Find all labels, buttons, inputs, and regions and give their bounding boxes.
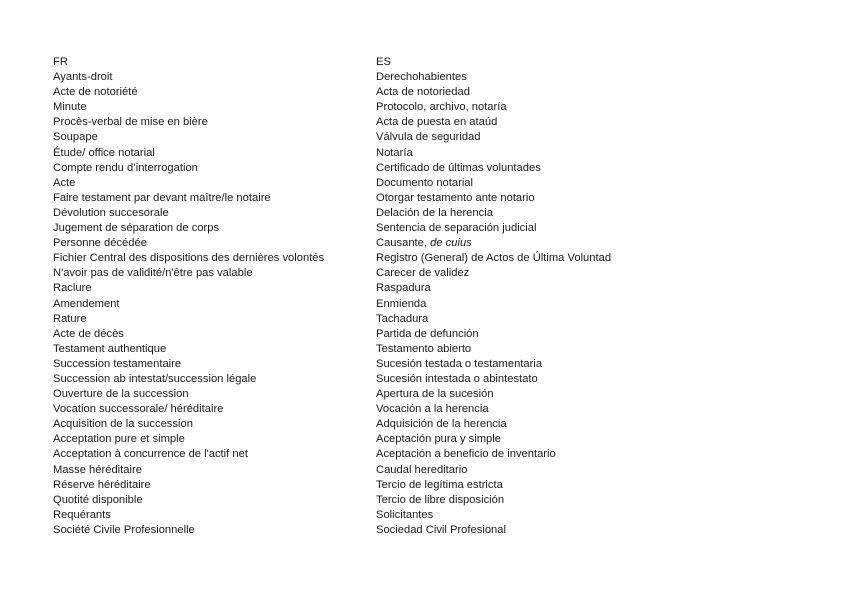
- spanish-term: Carecer de validez: [376, 267, 470, 280]
- spanish-term: Testamento abierto: [376, 342, 472, 355]
- french-term: Succession ab intestat/succession légale: [53, 372, 257, 385]
- spanish-term: Tachadura: [376, 312, 429, 325]
- spanish-term: Delación de la herencia: [376, 206, 493, 219]
- french-term: Acceptation à concurrence de l'actif net: [53, 448, 248, 461]
- french-term: Ayants-droit: [53, 71, 113, 84]
- french-term: Fichier Central des dispositions des dernières volontés: [53, 252, 325, 265]
- spanish-term: Protocolo, archivo, notaría: [376, 101, 507, 114]
- french-term: Compte rendu d’interrogation: [53, 161, 198, 174]
- spanish-term: Adquisición de la herencia: [376, 418, 507, 431]
- french-term: Ouverture de la succession: [53, 388, 189, 401]
- spanish-term: Aceptación a beneficio de inventario: [376, 448, 556, 461]
- french-term: Faire testament par devant maître/le notaire: [53, 191, 271, 204]
- french-term: Acceptation pure et simple: [53, 433, 185, 446]
- spanish-column: [376, 55, 611, 538]
- spanish-term-italic: de cuius: [430, 237, 472, 250]
- french-term: Testament authentique: [53, 342, 167, 355]
- french-term: Acquisition de la succession: [53, 418, 193, 431]
- spanish-term: Aceptación pura y simple: [376, 433, 501, 446]
- french-term: Minute: [53, 101, 87, 114]
- french-term: Masse héréditaire: [53, 463, 142, 476]
- spanish-term: Tercio de legítima estricta: [376, 478, 503, 491]
- spanish-term: Registro (General) de Actos de Última Voluntad: [376, 252, 612, 265]
- spanish-term: Apertura de la sucesión: [376, 388, 494, 401]
- spanish-term: Enmienda: [376, 297, 427, 310]
- french-term: Raclure: [53, 282, 92, 295]
- french-term: N'avoir pas de validité/n'être pas valable: [53, 267, 253, 280]
- french-term: Vocation successorale/ héréditaire: [53, 403, 224, 416]
- french-term: Dévolution succesorale: [53, 206, 169, 219]
- spanish-term-text: Causante,: [376, 237, 427, 250]
- spanish-terms-list: [376, 70, 611, 538]
- french-term: Amendement: [53, 297, 120, 310]
- spanish-term: Sucesión intestada o abintestato: [376, 372, 538, 385]
- spanish-term: Certificado de últimas voluntades: [376, 161, 541, 174]
- spanish-term: Solicitantes: [376, 508, 434, 521]
- french-term: Acte de notoriété: [53, 86, 138, 99]
- french-term: Jugement de séparation de corps: [53, 222, 220, 235]
- french-term: Acte de décès: [53, 327, 124, 340]
- french-term: Rature: [53, 312, 87, 325]
- french-term: Requérants: [53, 508, 111, 521]
- french-term: Acte: [53, 176, 76, 189]
- spanish-term: Caudal hereditario: [376, 463, 468, 476]
- french-term: Procès-verbal de mise en bière: [53, 116, 208, 129]
- french-term: Succession testamentaire: [53, 357, 182, 370]
- french-term: Étude/ office notarial: [53, 146, 155, 159]
- spanish-term: Acta de puesta en ataúd: [376, 116, 498, 129]
- spanish-term: Sociedad Civil Profesional: [376, 523, 506, 536]
- spanish-term: Documento notarial: [376, 176, 474, 189]
- spanish-term: Notaría: [376, 146, 413, 159]
- french-term: Personne décédée: [53, 237, 147, 250]
- spanish-header: ES: [376, 56, 391, 68]
- french-header: FR: [53, 56, 68, 68]
- french-column: [53, 55, 324, 538]
- french-term: Réserve héréditaire: [53, 478, 151, 491]
- french-term: Soupape: [53, 131, 98, 144]
- spanish-term: Otorgar testamento ante notario: [376, 191, 535, 204]
- spanish-term: Acta de notoriedad: [376, 86, 470, 99]
- spanish-term: Vocación a la herencia: [376, 403, 489, 416]
- spanish-term: Partida de defunción: [376, 327, 479, 340]
- french-term: Quotité disponible: [53, 493, 143, 506]
- spanish-term: Válvula de seguridad: [376, 131, 481, 144]
- spanish-term: Derechohabientes: [376, 71, 467, 84]
- french-term: Société Civile Profesionnelle: [53, 523, 195, 536]
- french-terms-list: [53, 70, 324, 538]
- spanish-term: Sentencia de separación judicial: [376, 222, 537, 235]
- spanish-term: Tercio de libre disposición: [376, 493, 505, 506]
- spanish-term: Sucesión testada o testamentaria: [376, 357, 543, 370]
- spanish-term: Raspadura: [376, 282, 431, 295]
- spanish-term: [376, 236, 611, 251]
